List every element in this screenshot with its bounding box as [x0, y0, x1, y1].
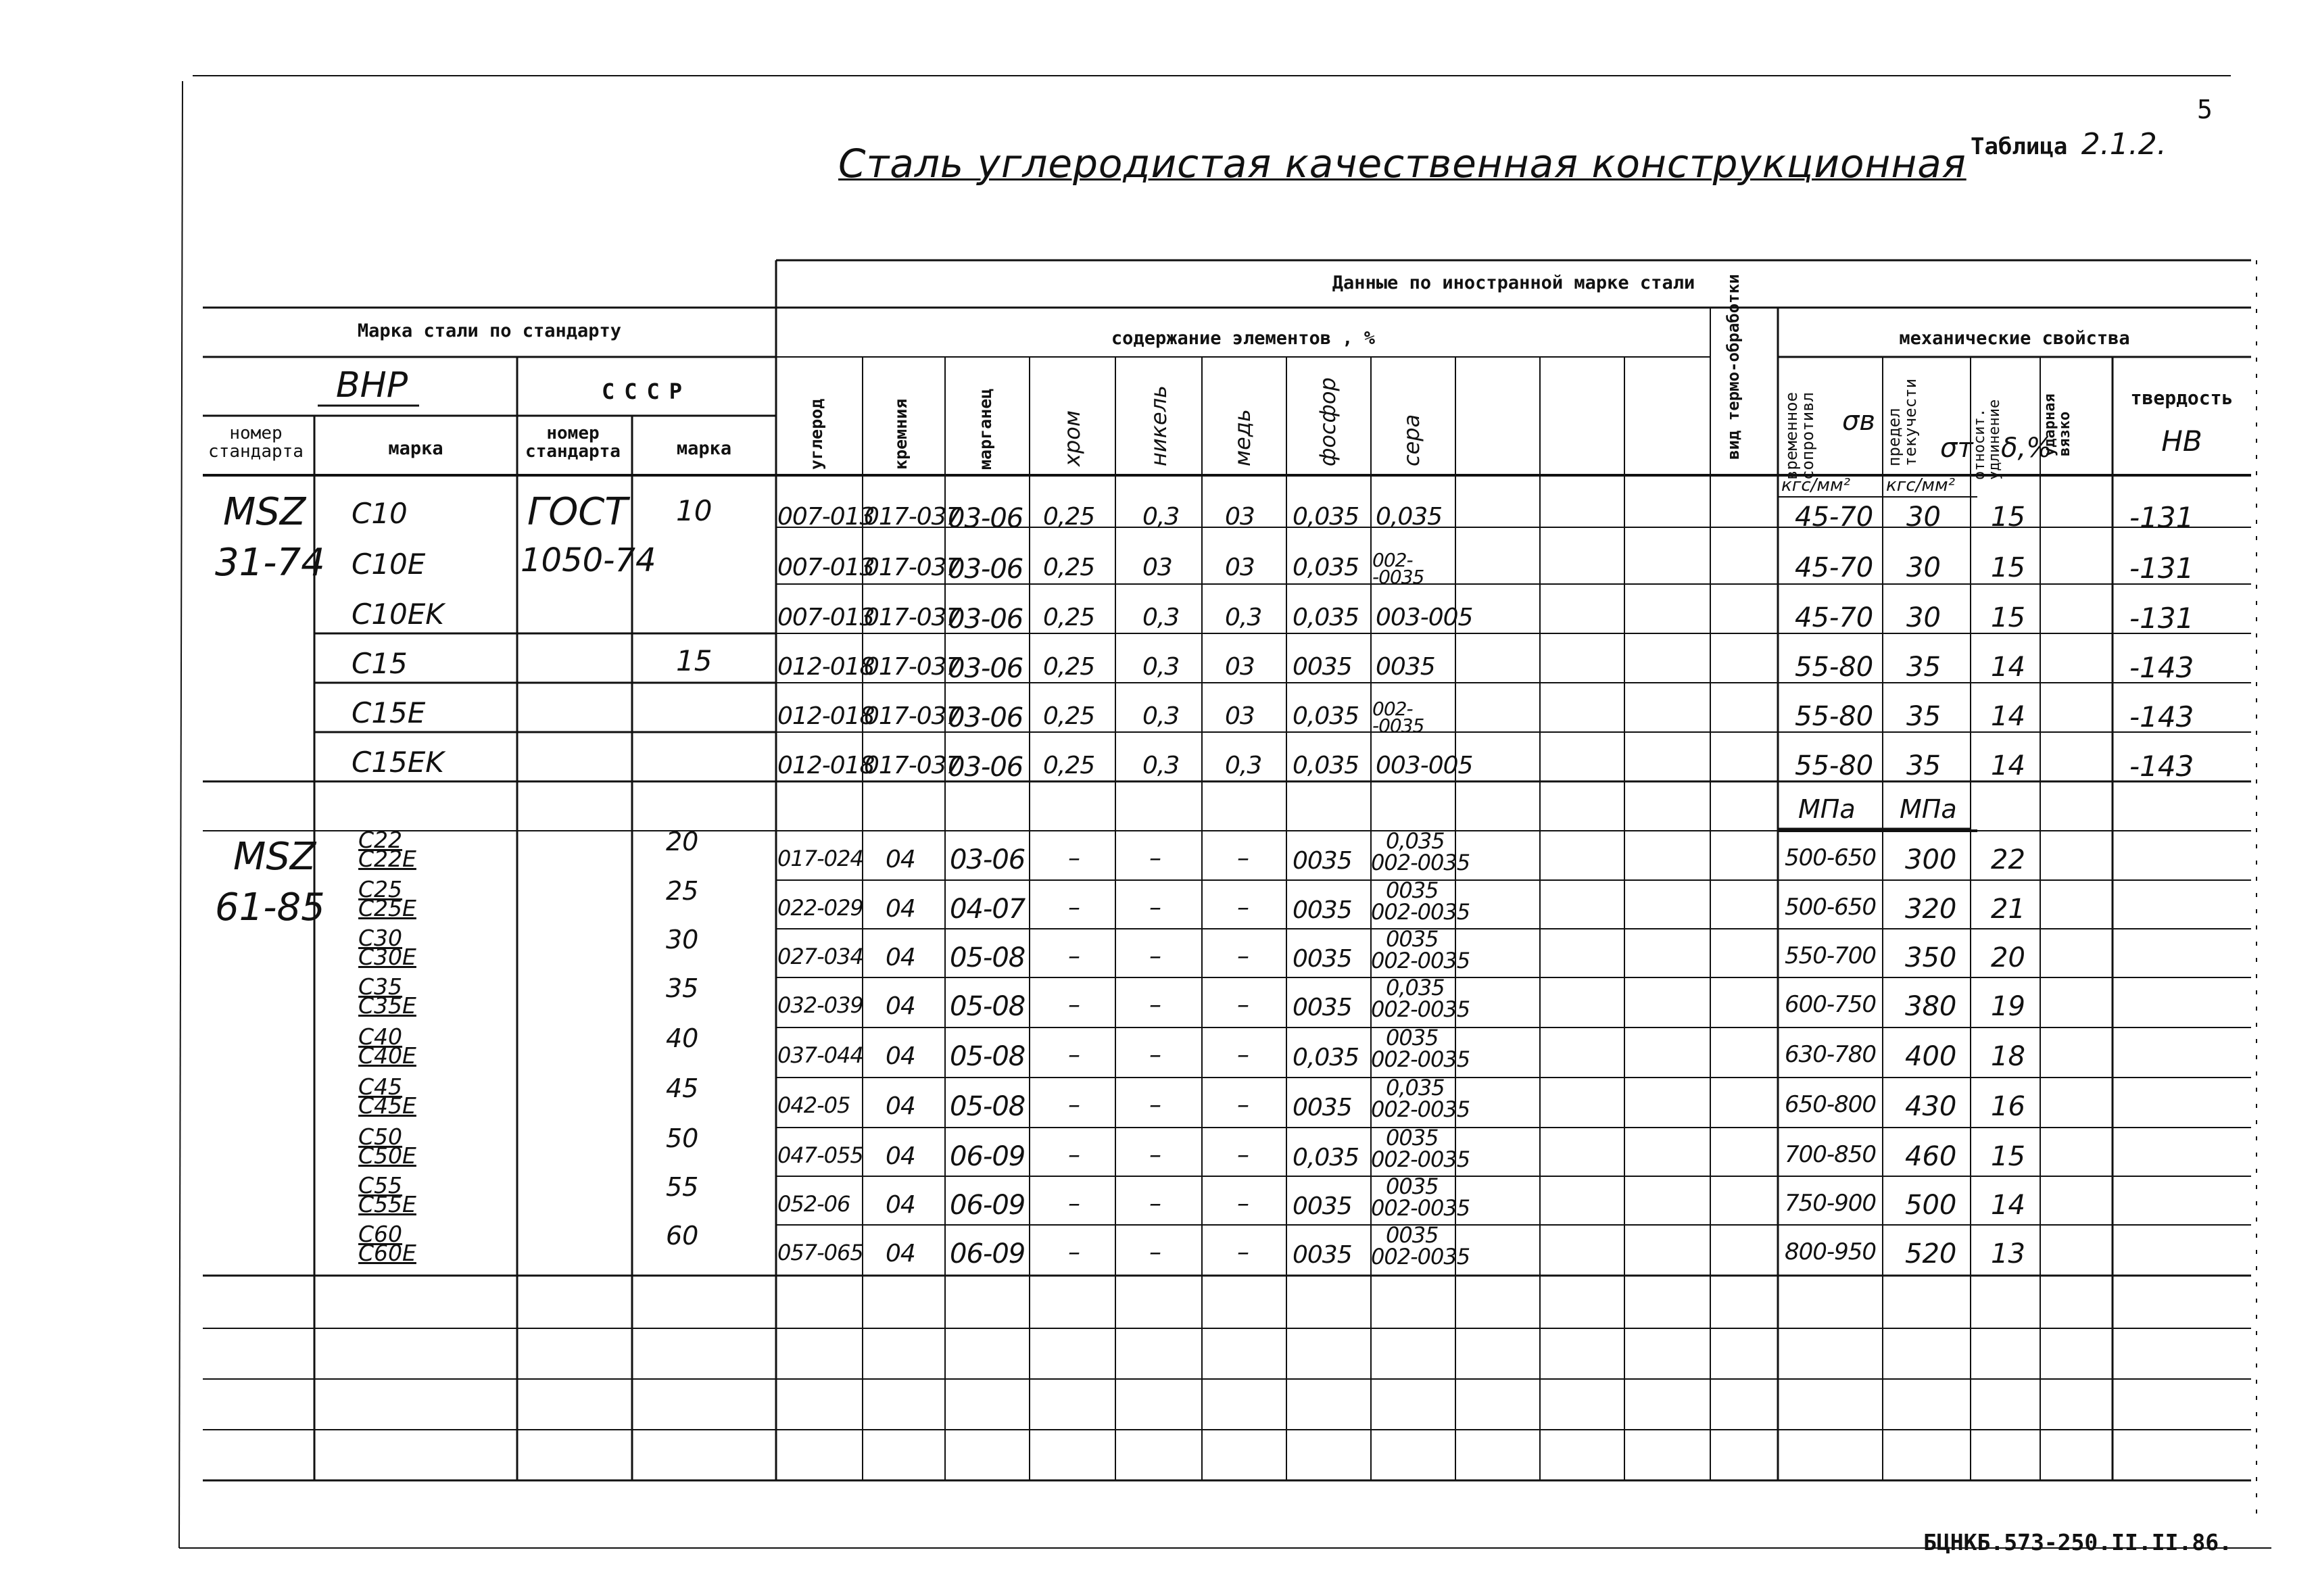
elongation-value: 15	[1991, 1141, 2025, 1172]
ussr-grade-header: марка	[676, 438, 732, 459]
sulfur-value: 003-005	[1376, 604, 1473, 631]
unit-mpa-tensile: МПа	[1798, 794, 1856, 824]
document-code: БЦНКБ.573-250.II.II.86.	[1923, 1529, 2232, 1555]
phosphorus-value: 0,035	[1293, 503, 1359, 531]
yield-value: 35	[1906, 701, 1941, 732]
chromium-value: –	[1068, 844, 1080, 872]
chromium-value: 0,25	[1043, 554, 1095, 581]
elongation-value: 16	[1991, 1091, 2025, 1122]
yield-value: 460	[1905, 1141, 1957, 1172]
elongation-value: 15	[1991, 552, 2025, 583]
nickel-value: –	[1149, 844, 1161, 872]
tensile-value: 600-750	[1785, 991, 1877, 1018]
sulfur-value-range: 002-0035	[1371, 1096, 1470, 1122]
sulfur-value: 0,035	[1376, 503, 1443, 531]
manganese-value: 05-08	[950, 991, 1026, 1022]
carbon-value: 012-018	[777, 653, 875, 681]
nickel-value: 0,3	[1142, 752, 1180, 779]
carbon-value: 047-055	[777, 1142, 863, 1168]
silicon-value: 04	[886, 1142, 915, 1170]
copper-value: 03	[1225, 554, 1255, 581]
manganese-value: 03-06	[948, 503, 1023, 534]
yield-value: 400	[1905, 1041, 1957, 1072]
steel-grade-a: C45	[358, 1073, 403, 1100]
phosphorus-value: 0035	[1293, 653, 1352, 681]
copper-value: –	[1237, 844, 1249, 872]
tensile-value: 800-950	[1785, 1238, 1877, 1265]
chromium-header: хром	[1059, 410, 1085, 466]
phosphorus-value: 0035	[1293, 847, 1352, 875]
mechanical-header: механические свойства	[1899, 328, 2130, 349]
chromium-value: –	[1068, 942, 1080, 970]
carbon-value: 012-018	[777, 702, 875, 730]
hardness-header: твердость	[2130, 387, 2234, 409]
nickel-value: 0,3	[1142, 702, 1180, 730]
tensile-value: 650-800	[1785, 1091, 1877, 1118]
copper-header: медь	[1230, 409, 1255, 466]
chromium-value: –	[1068, 991, 1080, 1019]
sulfur-value-range: 002-0035	[1371, 850, 1470, 875]
sulfur-value: 002- -0035	[1372, 549, 1424, 588]
nickel-value: 0,3	[1142, 604, 1180, 631]
elongation-value: 21	[1991, 894, 2025, 925]
steel-grade-a: C25	[358, 876, 403, 902]
group1-std-line1: MSZ	[223, 490, 306, 534]
phosphorus-value: 0035	[1293, 1094, 1352, 1121]
phosphorus-value: 0,035	[1293, 1144, 1359, 1171]
carbon-value: 012-018	[777, 752, 875, 779]
impact-header: ударная вязко	[2042, 393, 2073, 456]
ussr-grade: 50	[666, 1123, 699, 1153]
chromium-value: –	[1068, 1041, 1080, 1069]
silicon-value: 017-037	[864, 554, 961, 581]
phosphorus-value: 0035	[1293, 896, 1352, 924]
steel-grade-b: C60E	[358, 1240, 416, 1266]
steel-grade: C15E	[352, 696, 426, 729]
steel-grade-b: C22E	[358, 846, 416, 872]
nickel-value: –	[1149, 1238, 1161, 1266]
hardness-symbol: НВ	[2161, 425, 2202, 458]
elongation-value: 19	[1991, 991, 2025, 1022]
steel-grade-a: C60	[358, 1221, 403, 1247]
manganese-value: 03-06	[948, 653, 1023, 684]
silicon-value: 017-037	[864, 503, 961, 531]
hardness-value: -143	[2129, 700, 2194, 733]
hardness-value: -131	[2129, 602, 2194, 635]
steel-grade: C10EK	[352, 598, 444, 631]
yield-value: 520	[1905, 1238, 1957, 1269]
chromium-value: –	[1068, 1190, 1080, 1217]
hardness-value: -131	[2129, 552, 2194, 585]
nickel-value: –	[1149, 991, 1161, 1019]
chromium-value: –	[1068, 1238, 1080, 1266]
steel-grade-b: C25E	[358, 895, 416, 921]
phosphorus-header: фосфор	[1315, 377, 1341, 466]
nickel-value: 03	[1142, 554, 1172, 581]
phosphorus-value: 0,035	[1293, 604, 1359, 631]
silicon-value: 017-037	[864, 702, 961, 730]
sulfur-value-top: 0035	[1386, 1222, 1439, 1248]
ussr-grade: 10	[676, 494, 713, 527]
elongation-value: 14	[1991, 1190, 2025, 1221]
tensile-value: 550-700	[1785, 942, 1877, 969]
ussr-grade: 60	[666, 1221, 699, 1251]
nickel-value: –	[1149, 1141, 1161, 1169]
steel-grade-b: C50E	[358, 1142, 416, 1169]
ussr-grade: 35	[666, 973, 699, 1003]
page-number: 5	[2197, 95, 2213, 124]
steel-grade-b: C55E	[358, 1191, 416, 1217]
yield-symbol: σт	[1940, 433, 1973, 464]
carbon-value: 042-05	[777, 1092, 850, 1118]
manganese-value: 04-07	[950, 894, 1026, 925]
copper-value: –	[1237, 894, 1249, 921]
sulfur-value: 002- -0035	[1372, 698, 1424, 737]
sulfur-value-range: 002-0035	[1371, 1195, 1470, 1221]
silicon-value: 017-037	[864, 604, 961, 631]
sulfur-value-top: 0,035	[1386, 828, 1445, 854]
country-foreign: ВНР	[335, 365, 408, 406]
sulfur-value-top: 0035	[1386, 1025, 1439, 1050]
yield-header: предел текучести	[1885, 378, 1920, 466]
copper-value: 03	[1225, 653, 1255, 681]
nickel-value: –	[1149, 894, 1161, 921]
sulfur-value-top: 0035	[1386, 1174, 1439, 1199]
tensile-value: 500-650	[1785, 844, 1877, 871]
steel-grade: C15	[352, 647, 408, 680]
carbon-value: 022-029	[777, 895, 863, 921]
elongation-value: 14	[1991, 750, 2025, 781]
table-number: 2.1.2.	[2081, 127, 2167, 162]
tensile-value: 750-900	[1785, 1190, 1877, 1217]
yield-value: 35	[1906, 750, 1941, 781]
ussr-grade: 55	[666, 1172, 699, 1202]
silicon-value: 04	[886, 1092, 915, 1120]
copper-value: –	[1237, 1238, 1249, 1266]
sulfur-value-range: 002-0035	[1371, 1146, 1470, 1172]
yield-value: 30	[1906, 552, 1941, 583]
tensile-value: 55-80	[1795, 652, 1874, 683]
carbon-value: 017-024	[777, 846, 863, 871]
sulfur-value-range: 002-0035	[1371, 1244, 1470, 1269]
elongation-value: 18	[1991, 1041, 2025, 1072]
elongation-value: 15	[1991, 502, 2025, 533]
phosphorus-value: 0035	[1293, 1241, 1352, 1269]
by-standard-header: Марка стали по стандарту	[357, 320, 622, 341]
silicon-value: 04	[886, 1191, 915, 1219]
carbon-value: 032-039	[777, 992, 863, 1018]
phosphorus-value: 0035	[1293, 1192, 1352, 1220]
steel-grade-b: C45E	[358, 1092, 416, 1119]
yield-value: 350	[1905, 942, 1957, 973]
sulfur-value: 003-005	[1376, 752, 1473, 779]
steel-grade: C15EK	[352, 746, 444, 779]
manganese-value: 03-06	[948, 702, 1023, 733]
yield-value: 500	[1905, 1190, 1957, 1221]
sulfur-header: сера	[1399, 414, 1424, 466]
phosphorus-value: 0,035	[1293, 752, 1359, 779]
nickel-header: никель	[1146, 385, 1172, 466]
steel-grade: C10	[352, 497, 408, 530]
yield-value: 300	[1905, 844, 1957, 875]
manganese-header: марганец	[975, 388, 995, 470]
nickel-value: 0,3	[1142, 653, 1180, 681]
copper-value: –	[1237, 942, 1249, 970]
unit-kgf-tensile: кгс/мм²	[1781, 475, 1851, 495]
silicon-value: 04	[886, 895, 915, 923]
manganese-value: 06-09	[950, 1141, 1026, 1172]
copper-value: –	[1237, 1190, 1249, 1217]
foreign-data-header: Данные по иностранной марке стали	[1332, 272, 1695, 293]
ussr-grade: 25	[666, 876, 699, 906]
elongation-value: 14	[1991, 652, 2025, 683]
copper-value: 0,3	[1225, 752, 1262, 779]
manganese-value: 05-08	[950, 1041, 1026, 1072]
manganese-value: 06-09	[950, 1190, 1026, 1221]
tensile-value: 55-80	[1795, 701, 1874, 732]
tensile-value: 45-70	[1795, 502, 1874, 533]
silicon-value: 04	[886, 1042, 915, 1070]
sulfur-value-top: 0035	[1386, 877, 1439, 903]
nickel-value: –	[1149, 1041, 1161, 1069]
chromium-value: 0,25	[1043, 503, 1095, 531]
silicon-value: 04	[886, 992, 915, 1020]
yield-value: 380	[1905, 991, 1957, 1022]
elongation-header: относит. удлинение	[1971, 399, 2003, 480]
manganese-value: 05-08	[950, 1091, 1026, 1122]
sulfur-value-top: 0035	[1386, 926, 1439, 952]
yield-value: 320	[1905, 894, 1957, 925]
manganese-value: 03-06	[950, 844, 1026, 875]
tensile-symbol: σв	[1842, 406, 1875, 437]
grade-header: марка	[388, 438, 443, 459]
steel-grade-a: C55	[358, 1172, 403, 1199]
elements-header: содержание элементов , %	[1111, 328, 1376, 349]
carbon-value: 052-06	[777, 1191, 850, 1217]
carbon-value: 027-034	[777, 944, 863, 969]
copper-value: 0,3	[1225, 604, 1262, 631]
chromium-value: –	[1068, 894, 1080, 921]
chromium-value: 0,25	[1043, 653, 1095, 681]
steel-grade-b: C30E	[358, 944, 416, 970]
steel-grade: C10E	[352, 548, 426, 581]
table-label-word: Таблица	[1971, 133, 2068, 160]
copper-value: –	[1237, 1091, 1249, 1119]
sulfur-value-top: 0,035	[1386, 1075, 1445, 1101]
tensile-value: 45-70	[1795, 552, 1874, 583]
phosphorus-value: 0,035	[1293, 1044, 1359, 1071]
steel-grade-b: C35E	[358, 992, 416, 1019]
phosphorus-value: 0035	[1293, 945, 1352, 973]
nickel-value: –	[1149, 1091, 1161, 1119]
tensile-value: 500-650	[1785, 894, 1877, 921]
group1-ussr-std-line1: ГОСТ	[527, 490, 628, 534]
chromium-value: 0,25	[1043, 752, 1095, 779]
ussr-grade: 20	[666, 827, 699, 856]
copper-value: –	[1237, 991, 1249, 1019]
tensile-value: 630-780	[1785, 1041, 1877, 1068]
sulfur-value-range: 002-0035	[1371, 899, 1470, 925]
copper-value: 03	[1225, 503, 1255, 531]
silicon-value: 04	[886, 1240, 915, 1267]
ussr-grade: 45	[666, 1073, 699, 1103]
ussr-std-no-header: номер стандарта	[525, 423, 621, 462]
nickel-value: –	[1149, 942, 1161, 970]
chromium-value: 0,25	[1043, 604, 1095, 631]
steel-grade-a: C30	[358, 925, 403, 951]
chromium-value: –	[1068, 1141, 1080, 1169]
heat-treat-header: вид термо-обработки	[1724, 274, 1743, 460]
page-title: Сталь углеродистая качественная конструкционная	[838, 141, 1967, 187]
yield-value: 30	[1906, 502, 1941, 533]
silicon-value: 04	[886, 944, 915, 971]
steel-grade-a: C40	[358, 1023, 403, 1050]
silicon-value: 017-037	[864, 752, 961, 779]
sulfur-value: 0035	[1376, 653, 1435, 681]
ussr-grade: 15	[676, 644, 713, 677]
carbon-value: 007-013	[777, 604, 875, 631]
phosphorus-value: 0,035	[1293, 554, 1359, 581]
yield-value: 35	[1906, 652, 1941, 683]
steel-grade-a: C22	[358, 827, 403, 853]
phosphorus-value: 0,035	[1293, 702, 1359, 730]
steel-grade-b: C40E	[358, 1042, 416, 1069]
std-no-header: номер стандарта	[208, 423, 304, 462]
nickel-value: –	[1149, 1190, 1161, 1217]
silicon-header: кремния	[891, 398, 911, 470]
phosphorus-value: 0035	[1293, 994, 1352, 1021]
hardness-value: -143	[2129, 651, 2194, 684]
steel-grade-a: C50	[358, 1123, 403, 1150]
elongation-value: 22	[1991, 844, 2025, 875]
tensile-value: 45-70	[1795, 602, 1874, 633]
silicon-value: 017-037	[864, 653, 961, 681]
elongation-symbol: δ,%	[2001, 433, 2052, 464]
hardness-value: -131	[2129, 501, 2194, 534]
manganese-value: 03-06	[948, 752, 1023, 783]
carbon-value: 007-013	[777, 554, 875, 581]
unit-mpa-yield: МПа	[1900, 794, 1957, 824]
manganese-value: 06-09	[950, 1238, 1026, 1269]
country-ussr: СССР	[601, 379, 692, 404]
carbon-value: 057-065	[777, 1240, 863, 1265]
sulfur-value-range: 002-0035	[1371, 996, 1470, 1022]
silicon-value: 04	[886, 846, 915, 873]
elongation-value: 13	[1991, 1238, 2025, 1269]
tensile-value: 700-850	[1785, 1141, 1877, 1168]
elongation-value: 14	[1991, 701, 2025, 732]
steel-grade-a: C35	[358, 973, 403, 1000]
chromium-value: –	[1068, 1091, 1080, 1119]
manganese-value: 03-06	[948, 604, 1023, 635]
copper-value: –	[1237, 1041, 1249, 1069]
sulfur-value-range: 002-0035	[1371, 948, 1470, 973]
manganese-value: 05-08	[950, 942, 1026, 973]
elongation-value: 20	[1991, 942, 2025, 973]
carbon-value: 037-044	[777, 1042, 863, 1068]
yield-value: 430	[1905, 1091, 1957, 1122]
chromium-value: 0,25	[1043, 702, 1095, 730]
tensile-header: временное сопротивл	[1782, 391, 1817, 480]
ussr-grade: 30	[666, 925, 699, 954]
nickel-value: 0,3	[1142, 503, 1180, 531]
group2-std-line2: 61-85	[215, 886, 325, 929]
sulfur-value-top: 0,035	[1386, 975, 1445, 1000]
sulfur-value-top: 0035	[1386, 1125, 1439, 1151]
copper-value: –	[1237, 1141, 1249, 1169]
group1-std-line2: 31-74	[215, 541, 325, 585]
group2-std-line1: MSZ	[233, 835, 316, 879]
elongation-value: 15	[1991, 602, 2025, 633]
group1-ussr-std-line2: 1050-74	[521, 541, 656, 579]
carbon-value: 007-013	[777, 503, 875, 531]
yield-value: 30	[1906, 602, 1941, 633]
tensile-value: 55-80	[1795, 750, 1874, 781]
copper-value: 03	[1225, 702, 1255, 730]
carbon-header: углерод	[806, 398, 826, 470]
ussr-grade: 40	[666, 1023, 699, 1053]
unit-kgf-yield: кгс/мм²	[1886, 475, 1956, 495]
manganese-value: 03-06	[948, 554, 1023, 585]
sulfur-value-range: 002-0035	[1371, 1046, 1470, 1072]
hardness-value: -143	[2129, 750, 2194, 783]
